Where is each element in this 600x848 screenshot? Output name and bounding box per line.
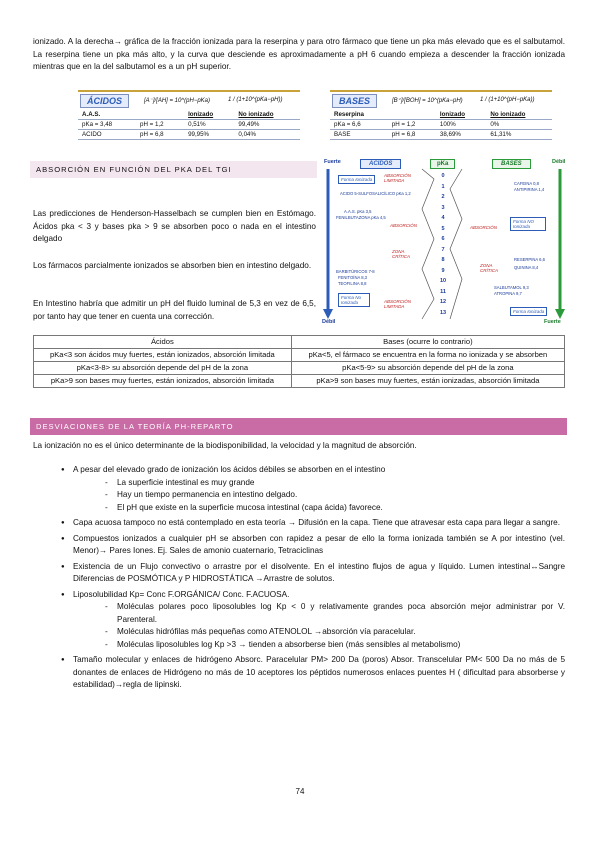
pka-scale-value: 9	[441, 267, 445, 274]
pka-scale-value: 6	[441, 236, 445, 242]
drug-antipirina: ANTIPIRINA 1,4	[514, 187, 545, 192]
list-item	[33, 654, 565, 692]
pka-scale-value: 3	[441, 204, 445, 211]
table-cell: BASE	[330, 130, 388, 140]
right-arrow-head	[555, 309, 565, 319]
list-item	[33, 601, 565, 626]
table-cell: 0,51%	[184, 120, 234, 130]
sub-item-2: Hay un tiempo permanencia en intestino delgado.	[117, 490, 298, 499]
acidos-figure	[78, 90, 300, 146]
table-cell: 0,04%	[234, 130, 300, 140]
list-item	[33, 464, 565, 477]
right-curve	[450, 169, 462, 319]
table-cell: pKa<3-8> su absorción depende del pH de la zona	[34, 362, 292, 375]
pka-scale-value: 0	[441, 173, 445, 179]
forma-no-ionizada-left: Forma No Ionizada	[338, 293, 370, 307]
left-curve	[422, 169, 434, 319]
acidos-formula-1: [A⁻]/[AH] = 10^(pH−pKa)	[144, 98, 211, 104]
diagram-acidos-header: ACIDOS	[360, 159, 401, 169]
table-cell: pKa<5-9> su absorción depende del pH de la zona	[291, 362, 564, 375]
bases-figure	[330, 90, 552, 146]
table-cell	[388, 110, 436, 120]
acidos-formula-2: 1 / (1+10^(pKa−pH))	[228, 97, 283, 103]
table-cell: No ionizado	[234, 110, 300, 120]
table-cell: pH = 1,2	[388, 120, 436, 130]
drug-reserpina: RESERPINA 6,6	[514, 257, 545, 262]
body-intro: La ionización no es el único determinante de la biodisponibilidad, la velocidad y la magnitud de absorción.	[33, 441, 417, 450]
sub-item-5: Moléculas hidrófilas más pequeñas como ATENOLOL →absorción vía paracelular.	[117, 627, 416, 636]
list-item	[33, 477, 565, 490]
drug-teofilina: TEOFILINA 8,8	[338, 281, 367, 286]
bases-formula-2: 1 / (1+10^(pH−pKa))	[480, 97, 535, 103]
pka-scale-value: 5	[441, 225, 445, 232]
bases-title: BASES	[332, 94, 377, 108]
header-acidos: Ácidos	[34, 336, 292, 349]
table-cell: pKa = 3,48	[78, 120, 136, 130]
list-item	[33, 533, 565, 558]
list-item	[33, 589, 565, 602]
table-cell: 99,95%	[184, 130, 234, 140]
drug-5-sulfosalicilico: ACIDO 5-SULFOSALICÍLICO pKa 1,2	[340, 191, 411, 196]
pka-scale-value: 8	[441, 257, 445, 263]
pka-scale-value: 13	[439, 309, 447, 316]
table-cell: 61,31%	[486, 130, 552, 140]
bullet-list	[33, 464, 565, 692]
absorcion-right: ABSORCIÓN	[470, 225, 498, 230]
list-item	[33, 517, 565, 530]
pka-scale-value: 11	[440, 288, 446, 295]
paragraph-henderson: Las predicciones de Henderson-Hasselbach se cumplen bien en Estómago. Ácidos pka < 3 y bases pka > 9 se absorben poco o nada en el intestino delgado	[33, 209, 316, 243]
table-cell: pH = 6,8	[388, 130, 436, 140]
acidos-title: ÁCIDOS	[80, 94, 129, 108]
table-cell: pKa = 6,6	[330, 120, 388, 130]
pka-absorption-diagram	[322, 159, 570, 329]
table-cell: No ionizado	[486, 110, 552, 120]
table-cell: Ionizado	[436, 110, 486, 120]
sub-item-1: La superficie intestinal es muy grande	[117, 477, 255, 487]
table-cell: pKa<3 son ácidos muy fuertes, están ionizados, absorción limitada	[34, 349, 292, 362]
drug-salbutamol: SALBUTAMOL 9,3	[494, 285, 529, 290]
drug-atropina: ATROPINA 9,7	[494, 291, 522, 296]
table-cell: Reserpina	[330, 110, 388, 120]
table-cell: Ionizado	[184, 110, 234, 120]
pka-scale	[435, 171, 451, 318]
acidos-table	[78, 110, 300, 140]
list-item	[33, 561, 565, 586]
bullet-text-3: Compuestos ionizados a cualquier pH se absorben con rapidez a pesar de ello la forma ionizada también se A por intestino (vel. Menor)→ Pares Iones. Ej. Sales de amonio cuaternario, Tetraciclinas	[73, 533, 565, 555]
pka-scale-value: 12	[439, 299, 447, 305]
table-row	[34, 362, 565, 375]
table-cell: ACIDO	[78, 130, 136, 140]
sub-item-3: El pH que existe en la superficie mucosa intestinal (capa ácida) favorece.	[117, 502, 383, 512]
list-item	[33, 502, 565, 515]
debil-label-left: Débil	[322, 319, 336, 325]
table-row	[34, 349, 565, 362]
table-cell: pKa<5, el fármaco se encuentra en la forma no ionizada y se absorben	[291, 349, 564, 362]
bullet-text-2: Capa acuosa tampoco no está contemplado en esta teoría → Difusión en la capa. Tiene que atravesar esta capa para llegar a sangre.	[73, 518, 561, 527]
acidos-bases-table	[33, 335, 565, 388]
table-header-row	[34, 336, 565, 349]
abs-limitada-bottom: ABSORCIÓN LIMITADA	[384, 299, 412, 309]
section-heading-absorcion-pka: ABSORCIÓN EN FUNCIÓN DEL PKA DEL TGI	[30, 161, 317, 178]
forma-ionizada-right: Forma Ionizada	[510, 307, 547, 316]
table-cell: pKa>9 son bases muy fuertes, están ionizadas, absorción limitada	[291, 375, 564, 388]
diagram-pka-header: pKa	[430, 159, 455, 169]
fuerte-label-right: Fuerte	[544, 319, 561, 325]
list-item	[33, 626, 565, 639]
paragraph-intestino-ph: En Intestino habría que admitir un pH del fluido luminal de 5,3 en vez de 6,5, por tanto hay que tener en cuenta una corrección.	[33, 299, 316, 321]
table-cell	[136, 110, 184, 120]
header-bases: Bases (ocurre lo contrario)	[291, 336, 564, 349]
bullet-text-6: Tamaño molecular y enlaces de hidrógeno Absorc. Paracelular PM> 200 Da (poros) Absor. Transcelular PM< 500 Da no más de 5 donantes de enlaces de Hidrógeno no más de 10 aceptores los péptidos numerosos enlaces puentes H ( dificultad para absorberse y estabilidad)→regla de lipinski.	[73, 655, 565, 689]
bullet-text-1: A pesar del elevado grado de ionización los ácidos débiles se absorben en el intestino	[73, 465, 386, 474]
forma-no-ionizada-right: Forma NO Ionizada	[510, 217, 546, 231]
page-number: 74	[295, 787, 305, 796]
paragraph-parcialmente-ionizados: Los fármacos parcialmente ionizados se absorben bien en intestino delgado.	[33, 261, 312, 270]
intro-paragraph: ionizado. A la derecha→ gráfica de la fracción ionizada para la reserpina y para otro fármaco que tiene un pka más elevado que es el salbutamol. La reserpina tiene un pka más alto, y la curva que desciende es aproximadamente a pH 6 cuando empieza a descender la fracción ionizada mientras que en la del salbutamol es a un pH superior.	[33, 37, 565, 71]
drug-barbituricos: BARBITÚRICOS 7-8	[336, 269, 375, 274]
left-arrow-head	[323, 309, 333, 319]
drug-aas: A.A.S. pKa 3,5	[344, 209, 372, 214]
table-cell: pKa>9 son bases muy fuertes, están ionizados, absorción limitada	[34, 375, 292, 388]
diagram-bases-header: BASES	[492, 159, 531, 169]
drug-fenitoina: FENITOÍNA 8,3	[338, 275, 368, 280]
table-cell: pH = 6,8	[136, 130, 184, 140]
list-item	[33, 639, 565, 652]
table-cell: 100%	[436, 120, 486, 130]
pka-scale-value: 1	[441, 183, 445, 190]
table-cell: 38,69%	[436, 130, 486, 140]
fuerte-label-left: Fuerte	[324, 159, 341, 165]
list-item	[33, 489, 565, 502]
pka-scale-value: 4	[441, 215, 445, 221]
drug-quinina: QUININA 8,4	[514, 265, 539, 270]
drug-cafeina: CAFEINA 0,8	[514, 181, 539, 186]
sub-item-4: Moléculas polares poco liposolubles log Kp < 0 y relativamente grandes poca absorción mejor administrar por V. Parenteral.	[117, 602, 565, 624]
pka-scale-value: 10	[439, 278, 447, 284]
bullet-text-5: Liposolubilidad Kp= Conc F.ORGÁNICA/ Conc. F.ACUOSA.	[73, 589, 290, 599]
table-cell: 99,49%	[234, 120, 300, 130]
table-cell: A.A.S.	[78, 110, 136, 120]
debil-label-right: Débil	[552, 159, 566, 165]
absorcion-left: ABSORCIÓN	[390, 223, 418, 228]
section-heading-desviaciones: DESVIACIONES DE LA TEORÍA PH-REPARTO	[30, 418, 567, 435]
bullet-text-4: Existencia de un Flujo convectivo o arrastre por el disolvente. En el intestino flujos de agua y líquido. Lumen intestinal↔Sangre Diferencias de POSMÓTICA y P HIDROSTÁTICA →Arrastre de solutos.	[73, 561, 565, 583]
bases-table	[330, 110, 552, 140]
bases-formula-1: [B⁺]/[BOH] = 10^(pKa−pH)	[392, 98, 463, 104]
table-cell: 0%	[486, 120, 552, 130]
table-cell: pH = 1,2	[136, 120, 184, 130]
sub-item-6: Moléculas liposolubles log Kp >3 → tienden a absorberse bien (más sensibles al metabolismo)	[117, 639, 461, 649]
zona-critica-left: ZONA CRÍTICA	[392, 249, 410, 259]
forma-ionizada-left: Forma Ionizada	[338, 175, 375, 184]
drug-fenilbutazona: FENILBUTAZONA pKa 4,5	[336, 215, 386, 220]
pka-scale-value: 2	[441, 194, 445, 200]
abs-limitada-left: ABSORCIÓN LIMITADA	[384, 173, 412, 183]
zona-critica-right: ZONA CRÍTICA	[480, 263, 498, 273]
table-row	[34, 375, 565, 388]
pka-scale-value: 7	[441, 246, 445, 253]
